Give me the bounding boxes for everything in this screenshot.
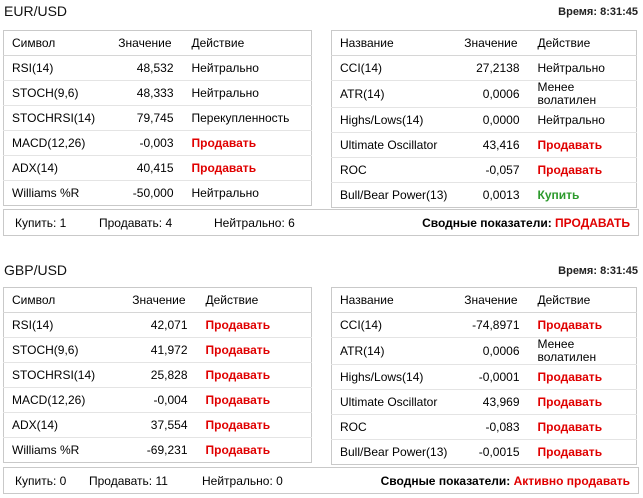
table-body	[4, 313, 312, 463]
table-body	[332, 313, 637, 465]
table-row	[332, 183, 637, 208]
table-body	[4, 56, 312, 206]
indicator-name: Highs/Lows(14)	[332, 108, 450, 133]
col-header-action: Действие	[530, 31, 637, 56]
indicator-action: Нейтрально	[530, 56, 637, 81]
table-row	[332, 390, 637, 415]
indicator-value: -0,057	[450, 158, 530, 183]
pair-base: GBP	[4, 262, 34, 278]
indicator-value: 0,0013	[482, 187, 520, 202]
eurusd-section	[0, 0, 643, 240]
table-row	[4, 363, 312, 388]
update-time	[558, 6, 638, 18]
table-body	[332, 56, 637, 208]
table-header-row	[332, 31, 637, 56]
table-row	[4, 181, 312, 206]
table-row	[4, 313, 312, 338]
table-row	[332, 338, 637, 365]
table-row	[332, 133, 637, 158]
indicator-action: Продавать	[530, 158, 637, 183]
indicator-action: Нейтрально	[530, 108, 637, 133]
summary-neutral-count: Нейтрально: 6	[214, 216, 295, 230]
table-row	[4, 81, 312, 106]
table-header-row	[4, 288, 312, 313]
indicator-action: Продавать	[198, 363, 312, 388]
indicator-value: -50,000	[132, 185, 174, 200]
pair-base: EUR	[4, 3, 34, 19]
col-header-value: Значение	[108, 288, 198, 313]
indicator-name: ADX(14)	[4, 156, 108, 181]
table-row	[332, 415, 637, 440]
summary-final	[422, 216, 630, 230]
indicator-value: -0,003	[108, 131, 184, 156]
update-time	[558, 265, 638, 277]
col-header-action: Действие	[184, 31, 312, 56]
indicator-name: STOCH(9,6)	[4, 338, 108, 363]
time-label: Время:	[558, 6, 598, 18]
col-header-action: Действие	[530, 288, 637, 313]
table-row	[4, 388, 312, 413]
pair-quote: USD	[37, 262, 68, 278]
indicator-action: Продавать	[184, 131, 312, 156]
indicator-value: -69,231	[146, 442, 188, 457]
indicator-action: Продавать	[537, 444, 603, 459]
table-row	[332, 56, 637, 81]
indicator-name: Bull/Bear Power(13)	[340, 187, 448, 202]
indicator-value: 41,972	[108, 338, 198, 363]
pair-title: GBP/USD	[4, 262, 68, 278]
indicators-table	[331, 287, 637, 465]
col-header-action: Действие	[198, 288, 312, 313]
indicator-action: Менее волатилен	[530, 338, 637, 365]
pair-quote: USD	[37, 3, 68, 19]
indicators-table	[331, 30, 637, 208]
table-header-row	[4, 31, 312, 56]
indicator-value: -0,083	[450, 415, 530, 440]
col-header-value: Значение	[108, 31, 184, 56]
table-header-row	[332, 288, 637, 313]
indicator-action: Нейтрально	[184, 81, 312, 106]
indicator-action: Нейтрально	[184, 56, 312, 81]
summary-bar	[3, 467, 639, 494]
indicator-action: Продавать	[184, 156, 312, 181]
indicator-name: ATR(14)	[332, 338, 450, 365]
table-row	[332, 440, 637, 465]
time-label: Время:	[558, 265, 598, 277]
indicator-action: Нейтрально	[191, 185, 259, 200]
summary-final-value: ПРОДАВАТЬ	[555, 216, 630, 230]
indicator-action: Продавать	[530, 365, 637, 390]
summary-buy-count: Купить: 0	[15, 474, 67, 488]
table-row	[4, 106, 312, 131]
col-header-value: Значение	[450, 31, 530, 56]
indicator-value: 25,828	[108, 363, 198, 388]
indicator-value: 43,416	[450, 133, 530, 158]
time-value: 8:31:45	[600, 6, 638, 18]
indicator-action: Продавать	[530, 313, 637, 338]
pair-title: EUR/USD	[4, 3, 68, 19]
oscillators-table	[3, 287, 312, 463]
table-row	[4, 413, 312, 438]
indicator-action: Продавать	[198, 413, 312, 438]
indicator-name: Highs/Lows(14)	[332, 365, 450, 390]
indicator-action: Перекупленность	[184, 106, 312, 131]
indicator-value: 48,333	[108, 81, 184, 106]
summary-final-label: Сводные показатели:	[380, 474, 511, 488]
summary-neutral-count: Нейтрально: 0	[202, 474, 283, 488]
table-row	[332, 108, 637, 133]
indicator-value: 48,532	[108, 56, 184, 81]
indicator-value: 0,0006	[450, 338, 530, 365]
indicator-name: Williams %R	[12, 442, 80, 457]
indicator-value: 43,969	[450, 390, 530, 415]
indicator-name: STOCH(9,6)	[4, 81, 108, 106]
indicator-name: Bull/Bear Power(13)	[340, 444, 448, 459]
indicator-name: MACD(12,26)	[4, 388, 108, 413]
summary-final	[381, 474, 630, 488]
summary-bar	[3, 209, 639, 236]
oscillators-table	[3, 30, 312, 206]
indicator-name: STOCHRSI(14)	[4, 106, 108, 131]
table-row	[4, 156, 312, 181]
table-row	[332, 81, 637, 108]
summary-sell-count: Продавать: 11	[89, 474, 168, 488]
indicator-value: 42,071	[108, 313, 198, 338]
indicator-name: Ultimate Oscillator	[332, 133, 450, 158]
col-header-name: Название	[332, 31, 450, 56]
time-value: 8:31:45	[600, 265, 638, 277]
indicator-action: Продавать	[530, 390, 637, 415]
indicator-name: STOCHRSI(14)	[4, 363, 108, 388]
gbpusd-section	[0, 259, 643, 498]
indicator-value: 0,0000	[450, 108, 530, 133]
summary-final-value: Активно продавать	[513, 474, 630, 488]
indicator-name: ATR(14)	[332, 81, 450, 108]
indicator-value: -74,8971	[450, 313, 530, 338]
table-row	[332, 365, 637, 390]
col-header-symbol: Символ	[4, 288, 108, 313]
indicator-value: 0,0006	[450, 81, 530, 108]
indicator-value: -0,0001	[450, 365, 530, 390]
table-row	[4, 338, 312, 363]
indicator-value: 40,415	[108, 156, 184, 181]
indicator-name: ROC	[332, 415, 450, 440]
indicator-value: 27,2138	[450, 56, 530, 81]
indicator-name: Williams %R	[12, 185, 80, 200]
indicator-action: Менее волатилен	[530, 81, 637, 108]
indicator-action: Продавать	[198, 338, 312, 363]
indicator-value: -0,0015	[478, 444, 520, 459]
indicator-name: RSI(14)	[4, 313, 108, 338]
indicator-action: Продавать	[205, 442, 271, 457]
indicator-action: Продавать	[198, 388, 312, 413]
table-row	[332, 158, 637, 183]
indicator-action: Купить	[537, 187, 580, 202]
indicator-value: -0,004	[108, 388, 198, 413]
col-header-name: Название	[332, 288, 450, 313]
summary-sell-count: Продавать: 4	[99, 216, 173, 230]
table-row	[4, 56, 312, 81]
indicator-name: MACD(12,26)	[4, 131, 108, 156]
table-row	[332, 313, 637, 338]
table-row	[4, 438, 312, 463]
table-row	[4, 131, 312, 156]
indicator-name: ROC	[332, 158, 450, 183]
indicator-value: 37,554	[108, 413, 198, 438]
indicator-name: CCI(14)	[332, 56, 450, 81]
indicator-name: Ultimate Oscillator	[332, 390, 450, 415]
indicator-name: RSI(14)	[4, 56, 108, 81]
indicator-action: Продавать	[530, 415, 637, 440]
col-header-value: Значение	[450, 288, 530, 313]
indicator-action: Продавать	[198, 313, 312, 338]
indicator-name: ADX(14)	[4, 413, 108, 438]
indicator-action: Продавать	[530, 133, 637, 158]
indicator-name: CCI(14)	[332, 313, 450, 338]
col-header-symbol: Символ	[4, 31, 108, 56]
indicator-value: 79,745	[108, 106, 184, 131]
summary-buy-count: Купить: 1	[15, 216, 67, 230]
summary-final-label: Сводные показатели:	[422, 216, 552, 230]
